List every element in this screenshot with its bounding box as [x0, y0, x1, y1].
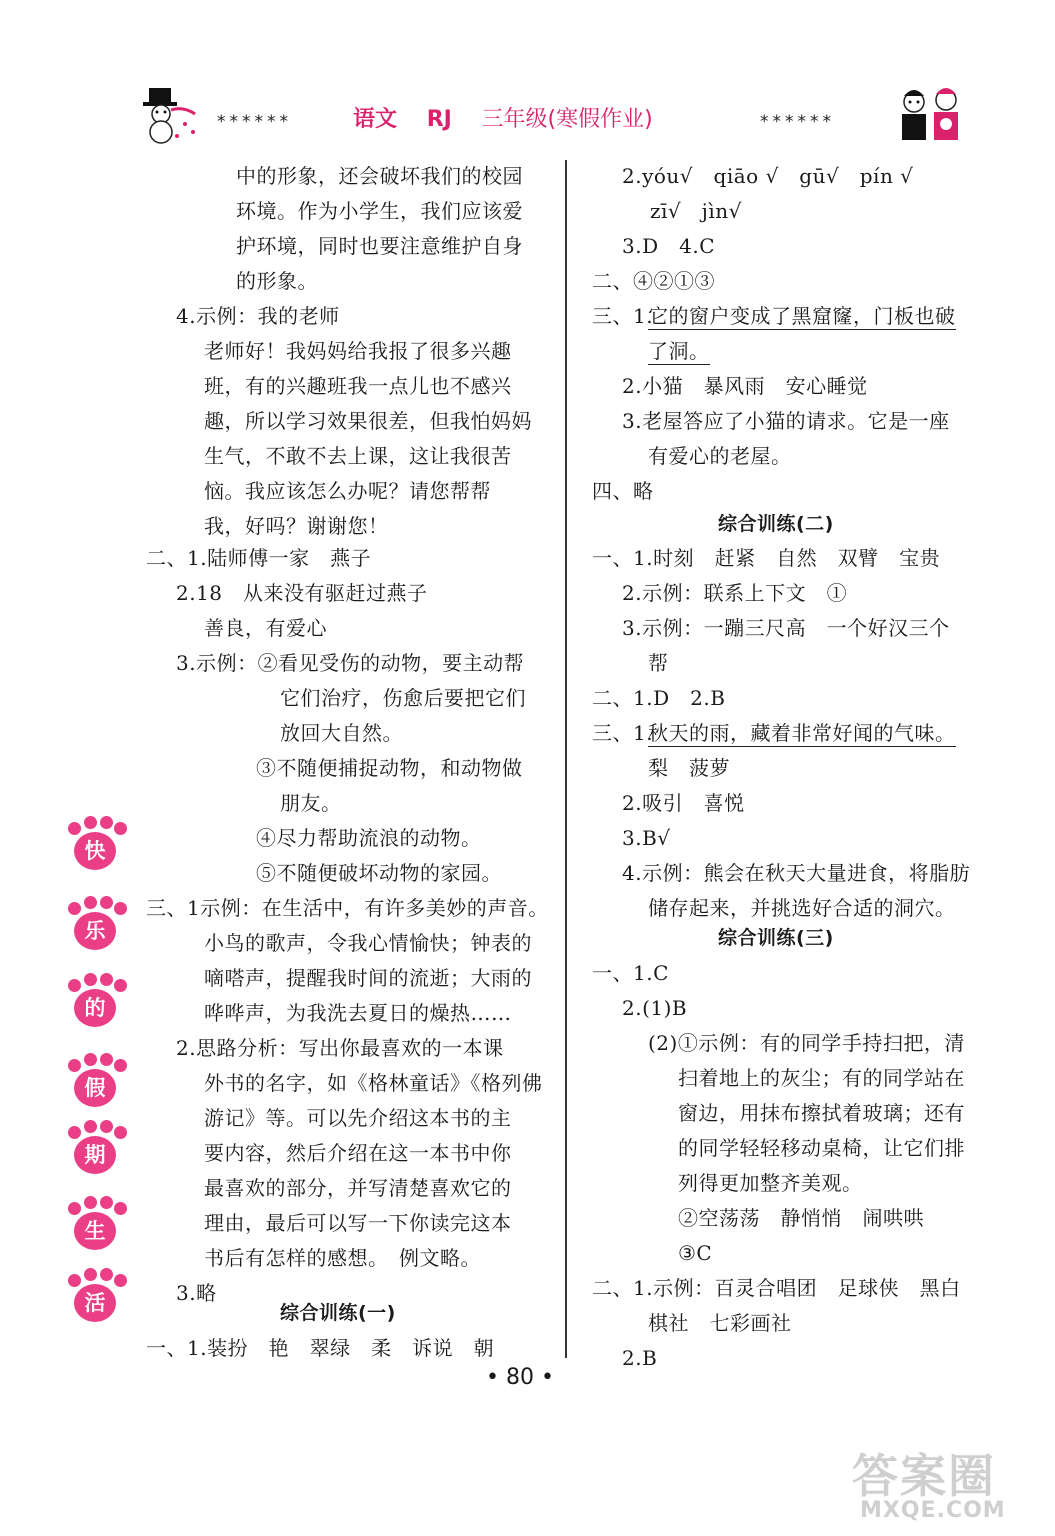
- paw-badge: [66, 1055, 122, 1111]
- text-line: 护环境，同时也要注意维护自身: [236, 234, 523, 258]
- badge-char: 乐: [74, 912, 116, 950]
- text-line: 2.(1)B: [622, 996, 688, 1020]
- text-line: ⑤不随便破坏动物的家园。: [256, 861, 502, 885]
- paw-badge: [66, 898, 122, 954]
- section-heading: 综合训练(三): [718, 927, 834, 949]
- text-line: 一、1.C: [592, 961, 669, 985]
- text-line: 生气，不敢不去上课，这让我很苦: [204, 444, 512, 468]
- badge-char: 快: [74, 832, 116, 870]
- text-line: 恼。我应该怎么办呢？请您帮帮: [204, 479, 491, 503]
- text-line: 2.yóu√ qiāo √ gū√ pín √: [622, 164, 914, 188]
- text-line: 的同学轻轻移动桌椅，让它们排: [678, 1136, 965, 1160]
- snowman-decoration-left-icon: [141, 84, 211, 144]
- text-line: 老师好！我妈妈给我报了很多兴趣: [204, 339, 512, 363]
- column-divider: [565, 160, 567, 1358]
- text-line: 朋友。: [280, 791, 342, 815]
- badge-char: 的: [74, 989, 116, 1027]
- text-line: 环境。作为小学生，我们应该爱: [236, 199, 523, 223]
- text-line: 有爱心的老屋。: [648, 444, 792, 468]
- text-line: 3.D 4.C: [622, 234, 716, 258]
- text-line: 游记》等。可以先介绍这本书的主: [204, 1106, 512, 1130]
- text-line: 一、1.时刻 赶紧 自然 双臂 宝贵: [592, 546, 941, 570]
- text-line: 3.B√: [622, 826, 671, 850]
- edition-label: RJ: [426, 107, 452, 132]
- text-line: 三、1.: [592, 304, 654, 328]
- text-line: 外书的名字，如《格林童话》《格列佛: [204, 1071, 543, 1095]
- text-line: [648, 721, 956, 745]
- subject-label: 语文: [353, 107, 398, 132]
- text-line: 四、略: [592, 479, 654, 503]
- text-line: 书后有怎样的感想。 例文略。: [204, 1246, 481, 1270]
- text-line: 窗边，用抹布擦拭着玻璃；还有: [678, 1101, 965, 1125]
- underlined-answer: 它的窗户变成了黑窟窿，门板也破: [648, 304, 956, 328]
- underlined-answer: 秋天的雨，藏着非常好闻的气味。: [648, 721, 956, 745]
- text-line: 趣，所以学习效果很差，但我怕妈妈: [204, 409, 532, 433]
- paw-badge: [66, 818, 122, 874]
- text-line: [648, 304, 956, 328]
- header-stars-right: ******: [760, 112, 835, 132]
- text-line: 3.老屋答应了小猫的请求。它是一座: [622, 409, 950, 433]
- text-line: (2)①示例：有的同学手持扫把，清: [648, 1031, 965, 1055]
- watermark-title: 答案圈: [852, 1449, 996, 1503]
- badge-char: 假: [74, 1069, 116, 1107]
- watermark-url: MXQE.COM: [860, 1498, 1006, 1523]
- watermark-logo: [842, 1440, 1032, 1530]
- badge-char: 期: [74, 1136, 116, 1174]
- text-line: 扫着地上的灰尘；有的同学站在: [678, 1066, 965, 1090]
- text-line: 三、1示例：在生活中，有许多美妙的声音。: [146, 896, 549, 920]
- text-line: 一、1.装扮 艳 翠绿 柔 诉说 朝: [146, 1336, 495, 1360]
- text-line: 3.示例：一蹦三尺高 一个好汉三个: [622, 616, 950, 640]
- text-line: 2.小猫 暴风雨 安心睡觉: [622, 374, 868, 398]
- page-number: • 80 •: [486, 1365, 554, 1390]
- text-line: 梨 菠萝: [648, 756, 730, 780]
- text-line: 棋社 七彩画社: [648, 1311, 792, 1335]
- text-line: 二、1.示例：百灵合唱团 足球侠 黑白: [592, 1276, 961, 1300]
- text-line: 储存起来，并挑选好合适的洞穴。: [648, 896, 956, 920]
- text-line: 善良，有爱心: [204, 616, 327, 640]
- badge-char: 活: [74, 1284, 116, 1322]
- text-line: 二、1.陆师傅一家 燕子: [146, 546, 372, 570]
- paw-badge: [66, 1270, 122, 1326]
- text-line: 4.示例：我的老师: [176, 304, 340, 328]
- header-stars-left: ******: [217, 112, 292, 132]
- text-line: 3.略: [176, 1281, 217, 1305]
- text-line: 2.示例：联系上下文 ①: [622, 581, 848, 605]
- text-line: 2.思路分析：写出你最喜欢的一本课: [176, 1036, 504, 1060]
- text-line: 放回大自然。: [280, 721, 403, 745]
- text-line: 要内容，然后介绍在这一本书中你: [204, 1141, 512, 1165]
- section-heading: 综合训练(一): [280, 1302, 396, 1324]
- text-line: 我，好吗？谢谢您！: [204, 514, 389, 538]
- paw-badge: [66, 975, 122, 1031]
- text-line: 二、④②①③: [592, 269, 715, 293]
- text-line: 4.示例：熊会在秋天大量进食，将脂肪: [622, 861, 971, 885]
- text-line: 三、1.: [592, 721, 654, 745]
- text-line: 哗哗声，为我洗去夏日的燥热……: [204, 1001, 512, 1025]
- text-line: ②空荡荡 静悄悄 闹哄哄: [678, 1206, 924, 1230]
- text-line: [648, 339, 710, 363]
- homework-type-label: (寒假作业): [547, 107, 653, 132]
- text-line: 中的形象，还会破坏我们的校园: [236, 164, 523, 188]
- header-title: [353, 102, 653, 133]
- text-line: 3.示例：②看见受伤的动物，要主动帮: [176, 651, 525, 675]
- text-line: 2.18 从来没有驱赶过燕子: [176, 581, 428, 605]
- text-line: 班，有的兴趣班我一点儿也不感兴: [204, 374, 512, 398]
- text-line: 嘀嗒声，提醒我时间的流逝；大雨的: [204, 966, 532, 990]
- text-line: 它们治疗，伤愈后要把它们: [280, 686, 526, 710]
- text-line: 小鸟的歌声，令我心情愉快；钟表的: [204, 931, 532, 955]
- text-line: 2.吸引 喜悦: [622, 791, 745, 815]
- paw-badge: [66, 1122, 122, 1178]
- paw-badge: [66, 1198, 122, 1254]
- text-line: ③不随便捕捉动物，和动物做: [256, 756, 523, 780]
- grade-label: 三年级: [481, 107, 548, 132]
- page-header: [135, 84, 990, 144]
- text-line: 2.B: [622, 1346, 658, 1370]
- text-line: ③C: [678, 1241, 713, 1265]
- text-line: 列得更加整齐美观。: [678, 1171, 863, 1195]
- text-line: 的形象。: [236, 269, 318, 293]
- underlined-answer: 了洞。: [648, 339, 710, 363]
- text-line: 理由，最后可以写一下你读完这本: [204, 1211, 512, 1235]
- snowman-decoration-right-icon: [890, 84, 970, 144]
- section-heading: 综合训练(二): [718, 513, 834, 535]
- text-line: 帮: [648, 651, 669, 675]
- badge-char: 生: [74, 1212, 116, 1250]
- text-line: zī√ jìn√: [650, 199, 742, 223]
- text-line: 最喜欢的部分，并写清楚喜欢它的: [204, 1176, 512, 1200]
- text-line: ④尽力帮助流浪的动物。: [256, 826, 482, 850]
- text-line: 二、1.D 2.B: [592, 686, 726, 710]
